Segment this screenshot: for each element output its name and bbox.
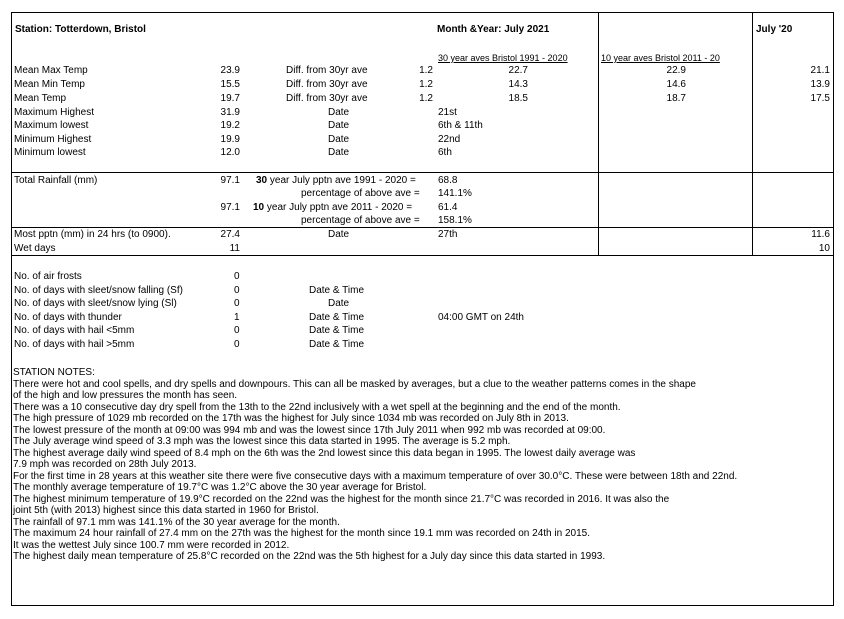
rainfall-pct30-label: percentage of above ave = xyxy=(301,188,420,199)
most-pptn-prev: 11.6 xyxy=(811,229,830,240)
count-dt-label: Date & Time xyxy=(309,312,365,323)
note-line: of the high and low pressures the month has seen. xyxy=(13,390,238,401)
note-line: The highest daily mean temperature of 25.8°C recorded on the 22nd was the 5th highest for a July day since this data started in 1993. xyxy=(13,551,606,562)
row-value: 19.2 xyxy=(220,120,240,131)
date-label: Date xyxy=(328,107,350,118)
col-header-30yr: 30 year aves Bristol 1991 - 2020 xyxy=(438,53,568,63)
count-label: No. of days with hail <5mm xyxy=(14,325,135,336)
count-dt-value: 04:00 GMT on 24th xyxy=(438,312,524,323)
count-value: 0 xyxy=(234,298,240,309)
note-line: The maximum 24 hour rainfall of 27.4 mm on the 27th was the highest for the month since 19.1 mm was recorded on 24th in 2015. xyxy=(13,528,590,539)
diff-value: 1.2 xyxy=(419,65,433,76)
wet-days-label: Wet days xyxy=(14,243,56,254)
prev-year-title: July '20 xyxy=(756,24,793,35)
most-pptn-date: 27th xyxy=(438,229,458,240)
date-value: 21st xyxy=(438,107,457,118)
rainfall-ave10-value: 61.4 xyxy=(438,202,458,213)
note-line: The rainfall of 97.1 mm was 141.1% of the 30 year average for the month. xyxy=(13,516,340,528)
prev-value: 21.1 xyxy=(810,65,830,76)
note-line: The lowest pressure of the month at 09:00 was 994 mb and was the lowest since 17th July 2011 when 992 mb was recorded at 09:00. xyxy=(13,424,606,436)
diff-value: 1.2 xyxy=(419,79,433,90)
diff-value: 1.2 xyxy=(419,93,433,104)
count-label: No. of days with hail >5mm xyxy=(14,339,135,350)
note-line: joint 5th (with 2013) highest since this data started in 1960 for Bristol. xyxy=(13,505,319,516)
count-value: 0 xyxy=(234,271,240,282)
date-value: 6th & 11th xyxy=(438,120,483,131)
diff-label: Diff. from 30yr ave xyxy=(286,93,368,104)
date-label: Date xyxy=(328,147,350,158)
col-header-10yr: 10 year aves Bristol 2011 - 20 xyxy=(601,53,720,63)
prev-value: 17.5 xyxy=(810,93,830,104)
count-label: No. of air frosts xyxy=(14,271,82,282)
wet-days-value: 11 xyxy=(229,243,240,254)
count-label: No. of days with thunder xyxy=(14,312,122,323)
date-label: Date xyxy=(328,120,350,131)
prev-value: 13.9 xyxy=(810,79,830,90)
row-value: 15.5 xyxy=(220,79,240,90)
ave10-value: 22.9 xyxy=(666,65,686,76)
most-pptn-value: 27.4 xyxy=(220,229,240,240)
count-dt-label: Date & Time xyxy=(309,339,365,350)
row-label: Mean Temp xyxy=(14,93,67,104)
note-line: The high pressure of 1029 mb recorded on the 17th was the highest for July since 1034 mb was recorded on July 8th in 2013. xyxy=(13,413,569,424)
diff-label: Diff. from 30yr ave xyxy=(286,65,368,76)
rainfall-label: Total Rainfall (mm) xyxy=(14,175,98,186)
divider-rainfall-top xyxy=(11,172,834,173)
rainfall-ave10-label: year July pptn ave 2011 - 2020 = xyxy=(264,202,413,213)
count-value: 1 xyxy=(234,312,240,323)
note-line: The July average wind speed of 3.3 mph was the lowest since this data started in 1995. The average is 5.2 mph. xyxy=(13,436,511,447)
note-line: It was the wettest July since 100.7 mm were recorded in 2012. xyxy=(13,539,290,551)
rainfall-ave30 xyxy=(256,175,416,187)
border-right xyxy=(833,12,834,606)
wet-days-prev: 10 xyxy=(818,243,830,254)
rainfall-ave10-years: 10 xyxy=(253,202,265,213)
divider-col-prev xyxy=(752,12,753,255)
row-label: Mean Max Temp xyxy=(14,65,88,76)
row-label: Minimum Highest xyxy=(14,134,92,145)
month-year-title: Month &Year: July 2021 xyxy=(437,24,550,35)
count-label: No. of days with sleet/snow lying (Sl) xyxy=(14,298,177,309)
rainfall-pct30-value: 141.1% xyxy=(438,188,472,199)
border-top xyxy=(11,12,834,13)
row-value: 23.9 xyxy=(220,65,240,76)
rainfall-ave10 xyxy=(253,202,412,214)
most-pptn-date-label: Date xyxy=(328,229,350,240)
date-value: 6th xyxy=(438,147,452,158)
note-line: There were hot and cool spells, and dry spells and downpours. This can all be masked by averages, but a clue to the weather patterns comes in the shape xyxy=(13,378,696,390)
ave10-value: 14.6 xyxy=(666,79,686,90)
ave10-value: 18.7 xyxy=(666,93,686,104)
row-label: Maximum lowest xyxy=(14,120,89,131)
row-value: 19.7 xyxy=(220,93,240,104)
count-dt-label: Date xyxy=(328,298,350,309)
note-line: 7.9 mph was recorded on 28th July 2013. xyxy=(13,459,197,470)
ave30-value: 22.7 xyxy=(508,65,528,76)
rainfall-value: 97.1 xyxy=(220,175,240,186)
diff-label: Diff. from 30yr ave xyxy=(286,79,368,90)
rainfall-ave30-years: 30 xyxy=(256,175,268,186)
ave30-value: 14.3 xyxy=(508,79,528,90)
row-label: Mean Min Temp xyxy=(14,79,85,90)
count-value: 0 xyxy=(234,325,240,336)
count-dt-label: Date & Time xyxy=(309,325,365,336)
note-line: For the first time in 28 years at this weather site there were five consecutive days with a maximum temperature of over 30.0°C. These were between 18th and 22nd. xyxy=(13,470,738,482)
row-label: Minimum lowest xyxy=(14,147,86,158)
rainfall-pct10-label: percentage of above ave = xyxy=(301,215,420,226)
row-value: 19.9 xyxy=(220,134,240,145)
count-value: 0 xyxy=(234,339,240,350)
divider-col-10yr xyxy=(598,12,599,255)
note-line: The monthly average temperature of 19.7°C was 1.2°C above the 30 year average for Bristol. xyxy=(13,482,427,493)
date-value: 22nd xyxy=(438,134,461,145)
row-value: 12.0 xyxy=(220,147,240,158)
ave30-value: 18.5 xyxy=(508,93,528,104)
divider-rainfall-bottom xyxy=(11,227,834,228)
rainfall-pct10-value: 158.1% xyxy=(438,215,472,226)
border-bottom xyxy=(11,605,834,606)
divider-most-pptn xyxy=(11,255,834,256)
rainfall-ave30-label: year July pptn ave 1991 - 2020 = xyxy=(267,175,416,186)
note-line: The highest average daily wind speed of 8.4 mph on the 6th was the 2nd lowest since this data began in 1995. The lowest daily average was xyxy=(13,447,636,459)
count-dt-label: Date & Time xyxy=(309,285,365,296)
count-label: No. of days with sleet/snow falling (Sf) xyxy=(14,285,183,296)
date-label: Date xyxy=(328,134,350,145)
rainfall-ave30-value: 68.8 xyxy=(438,175,458,186)
count-value: 0 xyxy=(234,285,240,296)
note-line: There was a 10 consecutive day dry spell from the 13th to the 22nd inclusively with a wet spell at the beginning and the end of the month. xyxy=(13,401,621,413)
notes-title: STATION NOTES: xyxy=(13,367,95,378)
note-line: The highest minimum temperature of 19.9°C recorded on the 22nd was the highest for the month since 21.7°C was recorded in 2016. It was also the xyxy=(13,493,670,505)
row-label: Maximum Highest xyxy=(14,107,95,118)
station-title: Station: Totterdown, Bristol xyxy=(15,24,146,35)
most-pptn-label: Most pptn (mm) in 24 hrs (to 0900). xyxy=(14,229,171,240)
station-notes xyxy=(13,367,833,563)
row-value: 31.9 xyxy=(220,107,240,118)
border-left xyxy=(11,12,12,606)
rainfall-value: 97.1 xyxy=(220,202,240,213)
